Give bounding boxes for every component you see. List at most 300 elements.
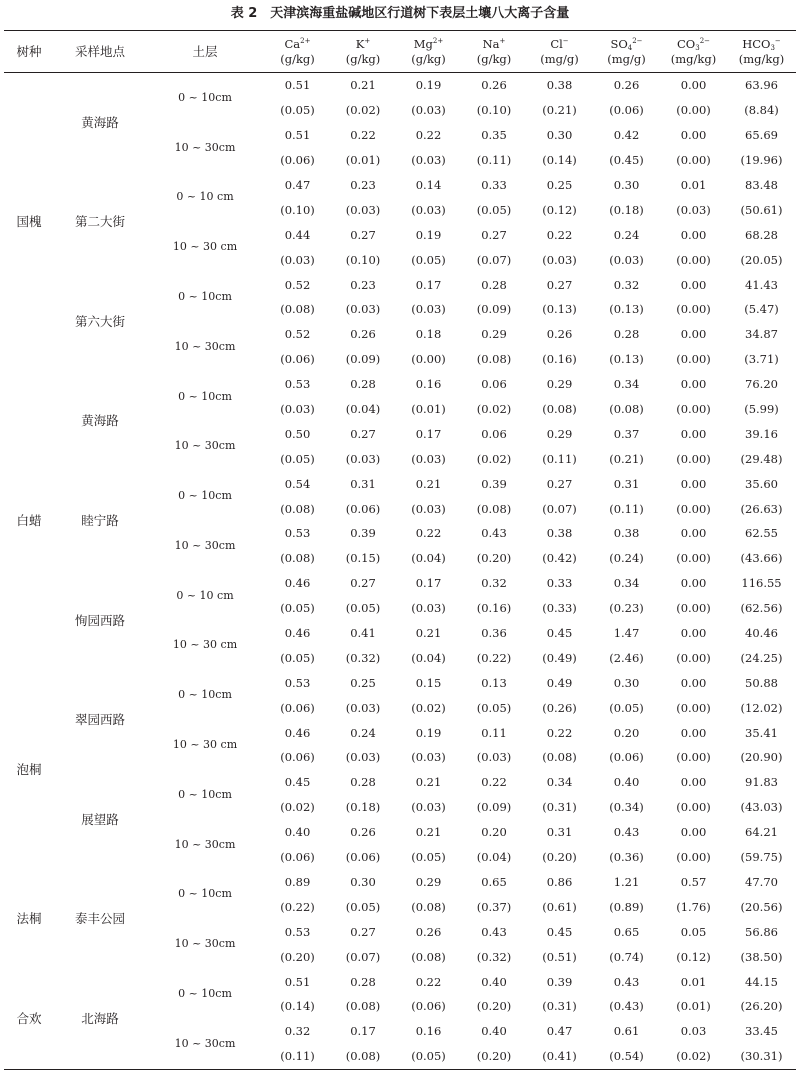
mean-value: 0.19 (415, 227, 442, 242)
mean-value: 0.65 (613, 924, 640, 939)
mean-value: 0.29 (481, 327, 507, 342)
sd-value: (0.33) (542, 601, 577, 616)
ion-formula-sup: 2+ (300, 36, 311, 45)
mean-value: 34.87 (745, 327, 778, 342)
mean-value: 0.22 (415, 526, 442, 541)
mean-value: 0.28 (481, 277, 507, 292)
ion-formula-base: Na (482, 36, 500, 51)
sd-value: (0.03) (411, 302, 446, 317)
sd-value: (0.00) (676, 750, 711, 765)
sd-value: (0.00) (411, 352, 446, 367)
sd-value: (0.10) (345, 252, 381, 267)
sd-value: (0.32) (476, 949, 512, 964)
mean-value: 0.16 (415, 377, 442, 392)
mean-value: 0.40 (481, 1024, 507, 1039)
mean-value: 0.00 (680, 825, 707, 840)
ion-formula-sub: 3 (770, 43, 775, 52)
sd-value: (0.03) (411, 601, 446, 616)
layer-cell: 10 ~ 30 cm (172, 738, 238, 752)
mean-value: 0.19 (415, 78, 442, 93)
mean-value: 0.45 (284, 775, 311, 790)
sd-value: (0.03) (345, 451, 381, 466)
mean-value: 0.21 (415, 476, 442, 491)
mean-value: 0.43 (613, 825, 640, 840)
mean-value: 0.42 (613, 128, 640, 143)
sd-value: (0.08) (609, 402, 644, 417)
mean-value: 0.34 (546, 775, 573, 790)
mean-value: 0.52 (284, 327, 311, 342)
site-cell: 黄海路 (81, 114, 119, 130)
sd-value: (0.00) (676, 601, 711, 616)
mean-value: 0.22 (415, 974, 442, 989)
sd-value: (0.45) (609, 153, 644, 168)
ion-formula-base: K (355, 36, 365, 51)
sd-value: (0.11) (280, 1049, 315, 1064)
sd-value: (0.08) (542, 750, 577, 765)
mean-value: 0.11 (481, 725, 507, 740)
mean-value: 0.05 (680, 924, 707, 939)
header-site: 采样地点 (74, 44, 125, 59)
mean-value: 0.06 (481, 426, 507, 441)
sd-value: (0.74) (609, 949, 644, 964)
sd-value: (0.89) (609, 899, 644, 914)
sd-value: (0.18) (609, 202, 644, 217)
ion-formula (483, 37, 506, 51)
sd-value: (0.03) (345, 750, 381, 765)
sd-value: (2.46) (609, 650, 644, 665)
sd-value: (0.11) (542, 451, 577, 466)
mean-value: 0.49 (546, 675, 573, 690)
mean-value: 0.26 (546, 327, 573, 342)
sd-value: (0.08) (476, 501, 512, 516)
layer-cell: 10 ~ 30cm (174, 439, 236, 453)
sd-value: (0.02) (411, 700, 446, 715)
sd-value: (0.05) (280, 601, 315, 616)
mean-value: 0.14 (415, 178, 442, 192)
mean-value: 35.60 (745, 476, 778, 491)
sd-value: (0.03) (411, 451, 446, 466)
sd-value: (0.21) (542, 103, 577, 118)
mean-value: 0.00 (680, 227, 707, 242)
mean-value: 0.00 (680, 327, 707, 342)
mean-value: 0.27 (546, 277, 573, 292)
mean-value: 0.51 (284, 974, 311, 989)
header-ion (526, 31, 593, 73)
sd-value: (43.03) (740, 800, 783, 815)
sd-value: (12.02) (740, 700, 783, 715)
sd-value: (0.20) (280, 949, 315, 964)
mean-value: 0.21 (415, 825, 442, 840)
header-ion (264, 31, 331, 73)
sd-value: (0.01) (411, 402, 446, 417)
sd-value: (0.00) (676, 650, 711, 665)
sd-value: (0.05) (345, 899, 381, 914)
mean-value: 44.15 (745, 974, 778, 989)
mean-value: 0.00 (680, 626, 707, 641)
sd-value: (0.11) (476, 153, 512, 168)
sd-value: (0.00) (676, 451, 711, 466)
mean-value: 63.96 (745, 78, 778, 93)
mean-value: 76.20 (745, 377, 778, 392)
mean-value: 0.00 (680, 377, 707, 392)
sd-value: (20.56) (740, 899, 783, 914)
sd-value: (0.06) (411, 999, 446, 1014)
sd-value: (0.08) (411, 949, 446, 964)
layer-cell: 10 ~ 30cm (174, 140, 236, 154)
sd-value: (0.05) (280, 103, 315, 118)
mean-value: 0.86 (546, 874, 573, 889)
ion-formula-sup: + (364, 36, 371, 45)
sd-value: (0.07) (542, 501, 577, 516)
mean-value: 0.28 (350, 775, 376, 790)
mean-value: 0.00 (680, 277, 707, 292)
sd-value: (1.76) (676, 899, 711, 914)
mean-value: 0.31 (350, 476, 376, 491)
mean-value: 0.28 (613, 327, 640, 342)
mean-value: 0.17 (415, 277, 442, 292)
sd-value: (0.43) (609, 999, 644, 1014)
sd-value: (0.04) (411, 650, 446, 665)
mean-value: 0.40 (613, 775, 640, 790)
mean-value: 1.47 (613, 626, 640, 641)
layer-cell: 0 ~ 10cm (178, 389, 232, 403)
mean-value: 0.20 (481, 825, 507, 840)
sd-value: (0.26) (542, 700, 577, 715)
table-body (4, 73, 796, 1070)
sd-value: (0.06) (345, 850, 381, 865)
mean-row (4, 471, 796, 496)
sd-value: (0.08) (411, 899, 446, 914)
sd-value: (26.63) (740, 501, 783, 516)
ion-formula (285, 37, 311, 51)
mean-value: 0.24 (350, 725, 376, 740)
mean-value: 0.41 (350, 626, 376, 641)
mean-value: 0.01 (680, 178, 707, 192)
mean-value: 68.28 (745, 227, 778, 242)
site-cell: 黄海路 (81, 413, 119, 429)
ion-formula (742, 37, 781, 51)
sd-value: (0.06) (280, 750, 315, 765)
mean-value: 0.19 (415, 725, 442, 740)
mean-value: 0.43 (481, 924, 507, 939)
sd-value: (0.20) (476, 1049, 512, 1064)
ion-formula (610, 37, 642, 51)
sd-value: (26.20) (740, 999, 783, 1014)
mean-value: 0.46 (284, 725, 311, 740)
mean-value: 0.27 (350, 576, 376, 591)
mean-value: 0.47 (546, 1024, 573, 1039)
sd-value: (0.03) (676, 202, 711, 217)
layer-cell: 0 ~ 10cm (178, 489, 232, 503)
sd-value: (38.50) (740, 949, 783, 964)
mean-value: 0.27 (546, 476, 573, 491)
mean-value: 0.53 (284, 675, 311, 690)
mean-value: 0.61 (613, 1024, 640, 1039)
mean-value: 116.55 (741, 576, 782, 591)
ion-formula-base: HCO (742, 36, 771, 51)
mean-value: 0.00 (680, 128, 707, 143)
mean-row (4, 571, 796, 596)
sd-value: (0.03) (542, 252, 577, 267)
sd-value: (0.02) (676, 1049, 711, 1064)
layer-cell: 10 ~ 30cm (174, 1036, 236, 1050)
ion-formula-base: CO (676, 36, 696, 51)
mean-value: 0.27 (481, 227, 507, 242)
mean-value: 0.34 (613, 377, 640, 392)
ion-unit: (g/kg) (345, 51, 381, 66)
ion-unit: (g/kg) (280, 51, 315, 66)
layer-cell: 10 ~ 30cm (174, 538, 236, 552)
sd-value: (0.02) (280, 800, 315, 815)
mean-value: 0.50 (284, 426, 311, 441)
mean-value: 56.86 (745, 924, 778, 939)
header-ion (462, 31, 526, 73)
mean-value: 0.45 (546, 626, 573, 641)
sd-value: (0.03) (609, 252, 644, 267)
sd-value: (0.08) (280, 501, 315, 516)
mean-value: 0.32 (613, 277, 640, 292)
layer-cell: 0 ~ 10cm (178, 290, 232, 304)
mean-value: 0.26 (613, 78, 640, 93)
sd-value: (0.08) (542, 402, 577, 417)
layer-cell: 10 ~ 30cm (174, 937, 236, 951)
layer-cell: 0 ~ 10cm (178, 986, 232, 1000)
mean-value: 39.16 (745, 426, 778, 441)
sd-value: (0.08) (345, 999, 381, 1014)
sd-value: (0.00) (676, 551, 711, 566)
mean-value: 0.01 (680, 974, 707, 989)
layer-cell: 0 ~ 10 cm (176, 190, 234, 204)
ion-formula-base: Mg (413, 36, 433, 51)
sd-value: (0.03) (411, 202, 446, 217)
sd-value: (0.00) (676, 103, 711, 118)
sd-value: (0.00) (676, 402, 711, 417)
sd-value: (0.00) (676, 302, 711, 317)
mean-value: 0.26 (415, 924, 442, 939)
mean-value: 0.38 (613, 526, 640, 541)
site-cell: 北海路 (81, 1010, 119, 1026)
mean-value: 0.51 (284, 128, 311, 143)
sd-value: (0.05) (411, 252, 446, 267)
species-cell: 泡桐 (16, 761, 42, 777)
mean-value: 0.16 (415, 1024, 442, 1039)
mean-value: 0.27 (350, 227, 376, 242)
mean-value: 0.38 (546, 526, 573, 541)
sd-value: (0.00) (676, 850, 711, 865)
mean-value: 0.29 (415, 874, 442, 889)
sd-value: (8.84) (744, 103, 779, 118)
mean-value: 0.31 (613, 476, 640, 491)
mean-value: 0.25 (546, 178, 573, 192)
mean-value: 0.22 (546, 227, 573, 242)
mean-row (4, 173, 796, 198)
ion-formula (677, 37, 710, 51)
mean-value: 0.00 (680, 426, 707, 441)
mean-row (4, 372, 796, 397)
sd-value: (62.56) (740, 601, 783, 616)
mean-value: 83.48 (745, 178, 778, 192)
header-layer: 土层 (192, 44, 218, 59)
mean-value: 0.51 (284, 78, 311, 93)
mean-value: 0.32 (284, 1024, 311, 1039)
table-title: 表 2 天津滨海重盐碱地区行道树下表层土壤八大离子含量 (230, 6, 570, 21)
header-ion (660, 31, 727, 73)
mean-value: 62.55 (745, 526, 778, 541)
table-header (4, 31, 796, 73)
sd-value: (0.08) (476, 352, 512, 367)
mean-value: 0.35 (481, 128, 507, 143)
sd-value: (59.75) (740, 850, 783, 865)
sd-value: (0.03) (411, 750, 446, 765)
sd-value: (0.08) (345, 1049, 381, 1064)
mean-value: 0.29 (546, 426, 573, 441)
mean-value: 0.21 (415, 626, 442, 641)
mean-value: 0.18 (415, 327, 442, 342)
mean-value: 0.13 (481, 675, 507, 690)
mean-value: 0.00 (680, 775, 707, 790)
mean-value: 0.03 (680, 1024, 707, 1039)
mean-value: 0.00 (680, 675, 707, 690)
header-row (4, 31, 796, 73)
mean-value: 40.46 (745, 626, 778, 641)
mean-value: 0.33 (546, 576, 573, 591)
ion-formula (356, 37, 370, 51)
mean-value: 0.17 (415, 426, 442, 441)
sd-value: (0.01) (676, 999, 711, 1014)
sd-value: (0.03) (345, 700, 381, 715)
mean-value: 50.88 (745, 675, 778, 690)
header-ion (727, 31, 796, 73)
mean-value: 0.45 (546, 924, 573, 939)
mean-value: 0.00 (680, 526, 707, 541)
mean-value: 0.00 (680, 576, 707, 591)
mean-row (4, 969, 796, 994)
sd-value: (0.10) (280, 202, 315, 217)
mean-value: 0.89 (284, 874, 311, 889)
mean-value: 91.83 (745, 775, 778, 790)
sd-value: (0.21) (609, 451, 644, 466)
sd-value: (0.00) (676, 700, 711, 715)
mean-row (4, 73, 796, 98)
sd-value: (0.08) (280, 302, 315, 317)
ion-unit: (mg/kg) (670, 51, 717, 66)
ion-formula-sup: + (499, 36, 506, 45)
sd-value: (0.01) (345, 153, 381, 168)
mean-value: 0.17 (415, 576, 442, 591)
mean-value: 0.39 (481, 476, 507, 491)
mean-value: 0.24 (613, 227, 640, 242)
sd-value: (0.09) (476, 800, 512, 815)
sd-value: (0.42) (542, 551, 577, 566)
sd-value: (0.09) (476, 302, 512, 317)
sd-value: (0.05) (411, 850, 446, 865)
sd-value: (0.00) (676, 800, 711, 815)
layer-cell: 0 ~ 10cm (178, 688, 232, 702)
ion-unit: (mg/g) (540, 51, 579, 66)
mean-value: 0.65 (481, 874, 507, 889)
mean-value: 47.70 (745, 874, 778, 889)
sd-value: (0.06) (345, 501, 381, 516)
ion-unit: (g/kg) (476, 51, 512, 66)
sd-value: (5.99) (744, 402, 779, 417)
sd-value: (0.03) (280, 402, 315, 417)
sd-value: (0.22) (476, 650, 512, 665)
sd-value: (0.51) (542, 949, 577, 964)
mean-value: 0.30 (350, 874, 376, 889)
mean-value: 0.21 (415, 775, 442, 790)
sd-value: (0.05) (476, 202, 512, 217)
mean-value: 0.30 (546, 128, 573, 143)
mean-value: 33.45 (745, 1024, 778, 1039)
mean-value: 0.22 (546, 725, 573, 740)
sd-value: (0.12) (542, 202, 577, 217)
sd-value: (0.54) (609, 1049, 644, 1064)
ion-formula (414, 37, 443, 51)
sd-value: (0.36) (609, 850, 644, 865)
mean-value: 0.53 (284, 377, 311, 392)
mean-value: 0.00 (680, 78, 707, 93)
mean-value: 0.25 (350, 675, 376, 690)
sd-value: (20.90) (740, 750, 783, 765)
sd-value: (0.06) (609, 750, 644, 765)
mean-value: 0.26 (350, 327, 376, 342)
site-cell: 第二大街 (74, 214, 125, 230)
mean-value: 41.43 (745, 277, 778, 292)
sd-value: (0.61) (542, 899, 577, 914)
header-species: 树种 (16, 44, 42, 59)
sd-value: (0.20) (476, 551, 512, 566)
species-cell: 国槐 (16, 214, 42, 230)
mean-value: 0.23 (350, 277, 376, 292)
ion-unit: (mg/g) (607, 51, 646, 66)
mean-value: 0.27 (350, 426, 376, 441)
sd-value: (0.03) (345, 202, 381, 217)
sd-value: (0.04) (411, 551, 446, 566)
sd-value: (0.20) (542, 850, 577, 865)
site-cell: 泰丰公园 (74, 911, 125, 927)
mean-value: 0.39 (546, 974, 573, 989)
mean-value: 64.21 (745, 825, 778, 840)
mean-value: 0.22 (350, 128, 376, 143)
sd-value: (0.23) (609, 601, 644, 616)
mean-value: 0.32 (481, 576, 507, 591)
ion-formula-sup2: − (774, 36, 781, 45)
sd-value: (0.05) (609, 700, 644, 715)
sd-value: (29.48) (740, 451, 783, 466)
site-cell: 恂园西路 (74, 612, 125, 628)
mean-value: 35.41 (745, 725, 778, 740)
sd-value: (0.14) (542, 153, 577, 168)
mean-value: 0.47 (284, 178, 311, 192)
mean-value: 0.43 (613, 974, 640, 989)
sd-value: (0.00) (676, 501, 711, 516)
mean-value: 0.38 (546, 78, 573, 93)
mean-value: 0.54 (284, 476, 311, 491)
sd-value: (0.06) (280, 153, 315, 168)
mean-value: 0.37 (613, 426, 640, 441)
sd-value: (0.37) (476, 899, 512, 914)
sd-value: (0.15) (345, 551, 381, 566)
sd-value: (0.41) (542, 1049, 577, 1064)
mean-value: 0.17 (350, 1024, 376, 1039)
species-cell: 法桐 (16, 911, 42, 927)
ion-formula-base: Ca (284, 36, 301, 51)
sd-value: (0.03) (411, 800, 446, 815)
mean-value: 0.26 (481, 78, 507, 93)
sd-value: (0.04) (345, 402, 381, 417)
sd-value: (0.03) (411, 501, 446, 516)
mean-value: 0.28 (350, 974, 376, 989)
